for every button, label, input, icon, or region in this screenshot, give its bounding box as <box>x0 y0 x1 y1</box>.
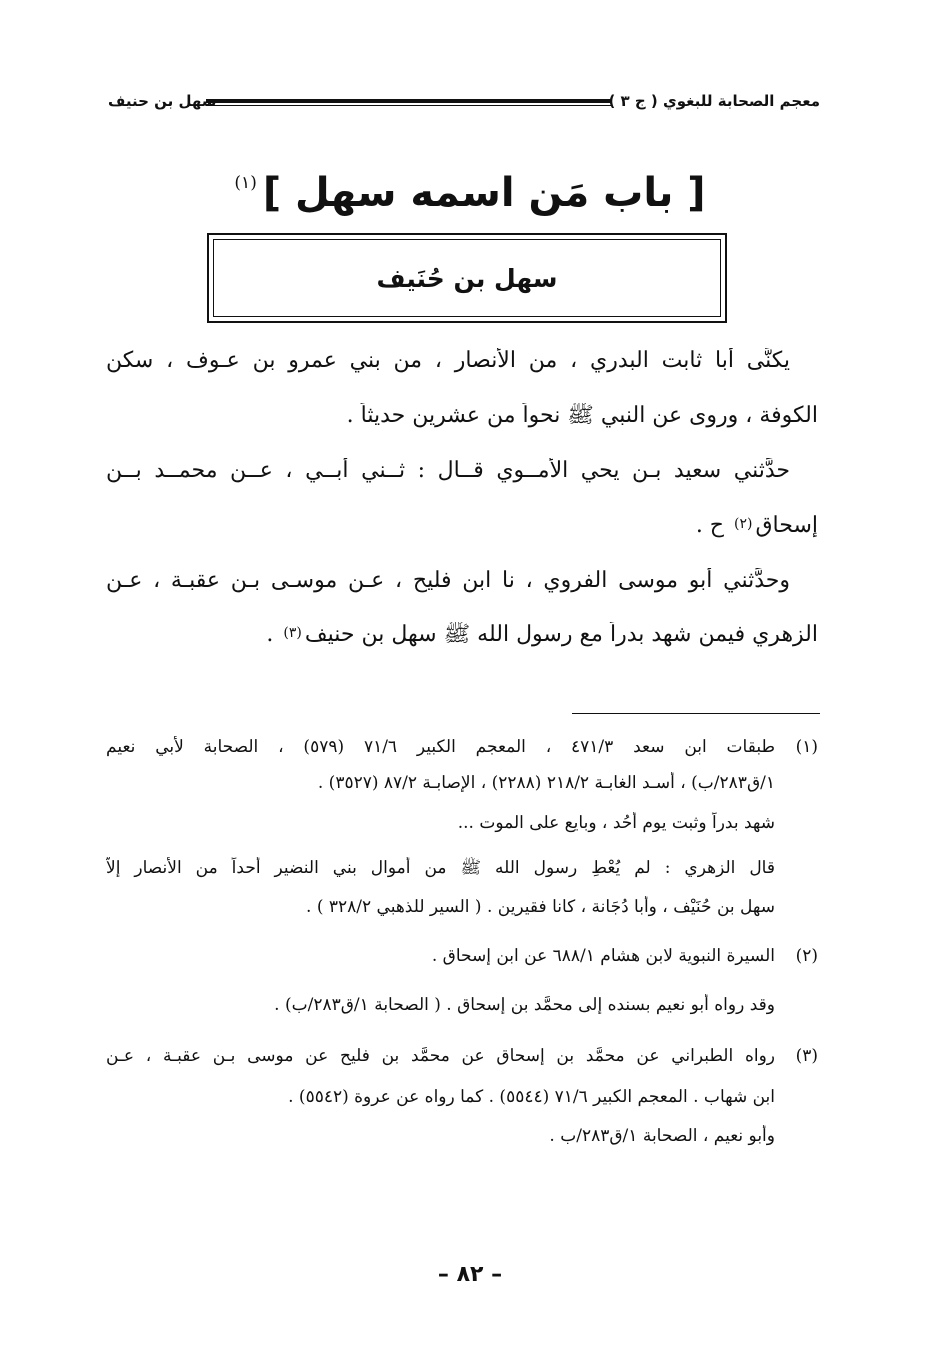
entry-name: سهل بن حُنَيف <box>376 263 558 293</box>
body-line-6-text: الزهري فيمن شهد بدراً مع رسول الله ﷺ سهل بن حنيف <box>304 622 818 647</box>
footnote-number: (١) <box>795 737 818 757</box>
footnote-text: طبقات ابن سعد ٤٧١/٣ ، المعجم الكبير ٧١/٦ (٥٧٩) ، الصحابة لأبي نعيم <box>106 737 775 757</box>
page-number: – ٨٢ – <box>437 1262 503 1287</box>
header-rule-thin <box>206 105 612 106</box>
body-line-4-end: ح . <box>695 513 724 538</box>
footnote-separator <box>572 713 820 714</box>
body-line-6 <box>106 622 818 650</box>
header-rule <box>206 99 612 103</box>
footnote-1-line-1 <box>106 736 818 758</box>
body-line-4-text: إسحاق <box>755 513 818 538</box>
footnote-1-line-2: ١/ق٢٨٣/ب) ، أسـد الغابـة ٢١٨/٢ (٢٢٨٨) ، الإصابـة ٨٧/٢ (٣٥٢٧) . <box>317 773 775 793</box>
footnote-3-line-1 <box>106 1045 818 1067</box>
body-line-2: الكوفة ، وروى عن النبي ﷺ نحواً من عشرين حديثاً . <box>346 403 818 428</box>
running-header <box>108 92 820 116</box>
body-line-1: يكنَّى أبا ثابت البدري ، من الأنصار ، من بني عمرو بن عـوف ، سكن <box>106 348 790 373</box>
book-title: معجم الصحابة للبغوي ( ج ٣ ) <box>608 92 820 110</box>
footnote-number: (٢) <box>795 946 818 966</box>
footnote-2-line-1 <box>106 945 818 967</box>
body-line-5: وحدَّثني أبو موسى الفروي ، نا ابن فليح ، عـن موسـى بـن عقبـة ، عـن <box>106 568 790 593</box>
footnote-number: (٣) <box>795 1046 818 1066</box>
body-line-6-end: . <box>266 622 274 647</box>
footnote-2-line-2: وقد رواه أبو نعيم بسنده إلى محمَّد بن إسحاق . ( الصحابة ١/ق٢٨٣/ب) . <box>274 995 775 1015</box>
footnote-ref-3: (٣) <box>283 625 302 641</box>
entry-name-box <box>207 233 727 323</box>
footnote-1-line-3: شهد بدراً وثبت يوم أُحُد ، وبايع على الموت ... <box>457 813 775 833</box>
footnote-ref-2: (٢) <box>734 516 753 532</box>
body-line-3: حدَّثني سعيد بـن يحي الأمــوي قــال : ثــني أبــي ، عــن محمــد بــن <box>106 458 790 483</box>
footnote-1-line-5: سهل بن حُنَيْف ، وأبا دُجَانة ، كانا فقيرين . ( السير للذهبي ٣٢٨/٢ ) . <box>306 897 775 917</box>
footnote-3-line-2: ابن شهاب . المعجم الكبير ٧١/٦ (٥٥٤٤) . كما رواه عن عروة (٥٥٤٢) . <box>288 1087 775 1107</box>
footnote-text: رواه الطبراني عن محمَّد بن إسحاق عن محمَّد بن فليح عن موسى بـن عقبـة ، عـن <box>106 1046 775 1066</box>
footnote-text: السيرة النبوية لابن هشام ٦٨٨/١ عن ابن إسحاق . <box>431 946 775 966</box>
footnote-3-line-3: وأبو نعيم ، الصحابة ١/ق٢٨٣/ب . <box>549 1126 775 1146</box>
chapter-footnote-ref: (١) <box>234 173 257 193</box>
chapter-heading <box>0 170 940 216</box>
footnote-1-line-4: قال الزهري : لم يُعْطِ رسول الله ﷺ من أموال بني النضير أحداً من الأنصار إلاّ <box>106 858 775 878</box>
entry-name-box-inner <box>213 239 721 317</box>
chapter-title: [ باب مَن اسمه سهل ] <box>262 170 706 216</box>
body-line-4 <box>106 513 818 541</box>
running-head: سهل بن حنيف <box>108 92 217 110</box>
